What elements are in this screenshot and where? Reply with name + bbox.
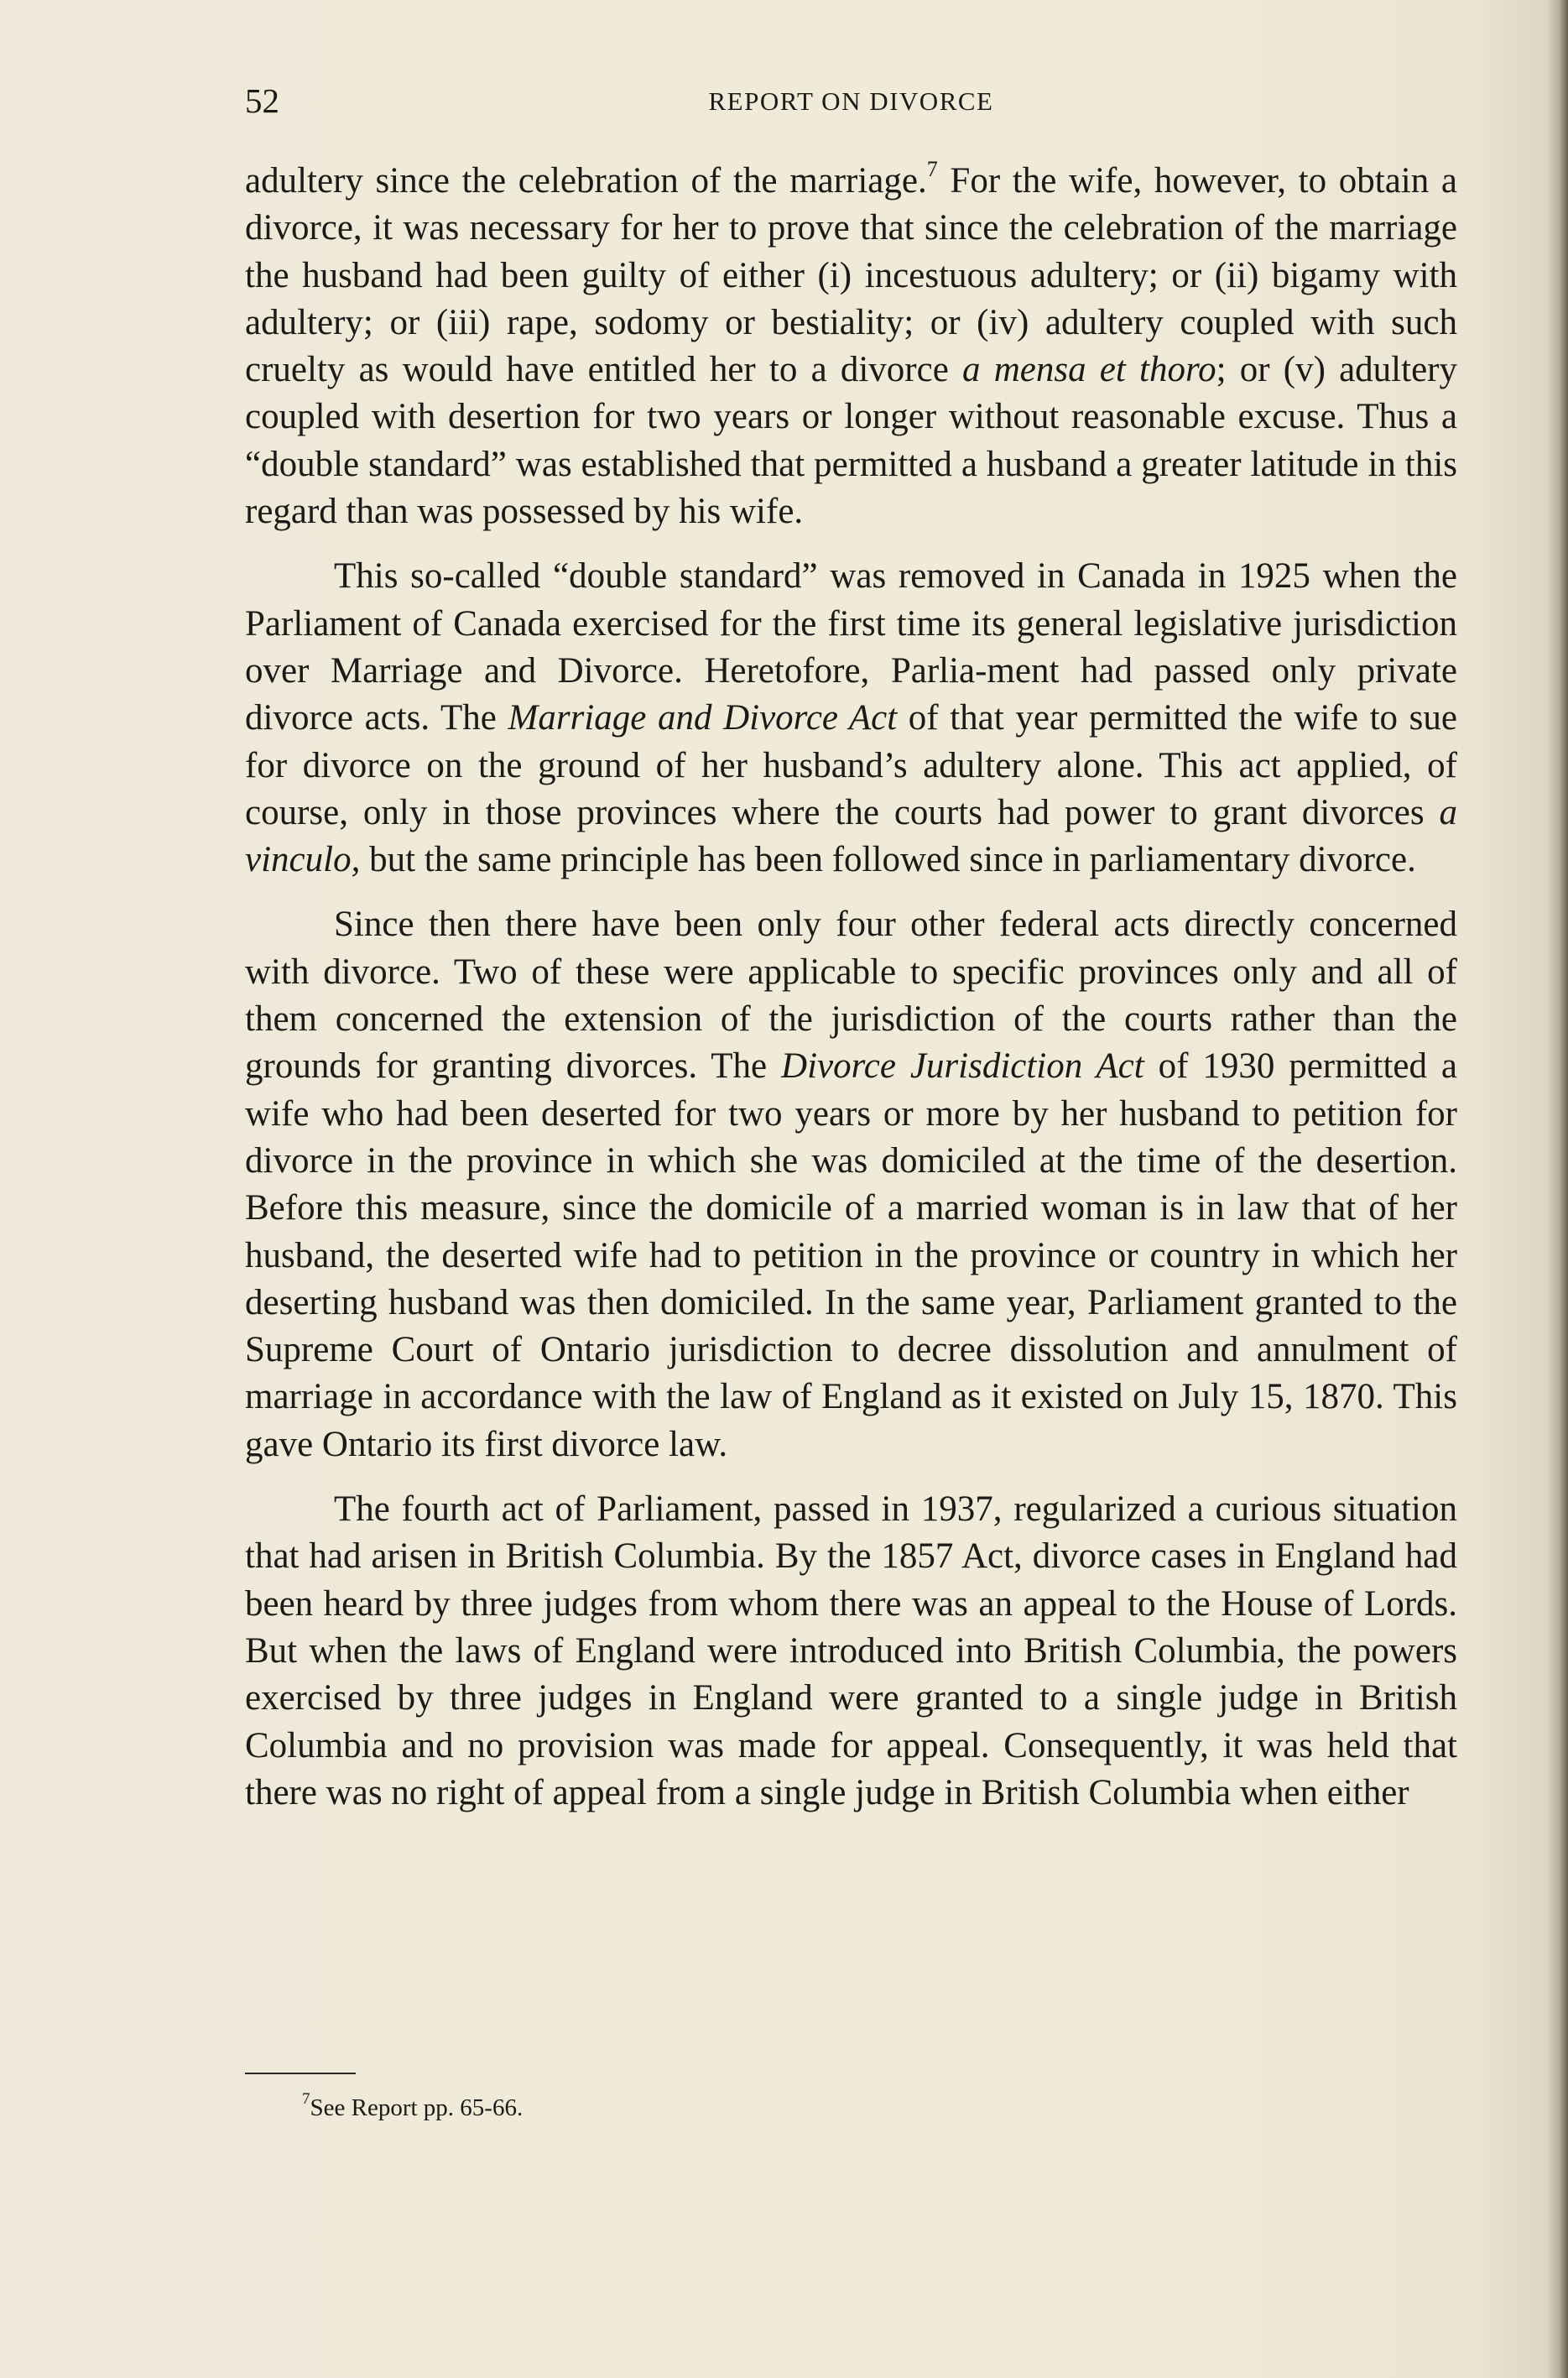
italic-latin-term: a vinculo, [245,792,1457,880]
text-segment: but the same principle has been followed since in parliamentary divorce. [360,840,1416,880]
text-segment: This so-called “double standard” was removed in Canada in 1925 when the Parliament of Canada exercised for the first time its general legislative jurisdiction over Marriage and Divorce. Heretofore, Parlia-ment had passed only private divorce acts. The [245,556,1457,738]
paragraph-3 [245,901,1457,1468]
text-segment: ; or (v) adultery coupled with desertion for two years or longer without reasonable excuse. Thus a “double standard” was established that permitted a husband a greater latitude in this regard than was possessed by his wife. [245,350,1457,532]
italic-latin-term: a mensa et thoro [962,350,1216,390]
page-header [245,77,1457,128]
paragraph-1 [245,158,1457,535]
footnote-text: See Report pp. 65-66. [310,2094,524,2121]
text-segment: adultery since the celebration of the marriage. [245,161,927,201]
italic-act-title: Marriage and Divorce Act [508,698,898,738]
text-segment: Since then there have been only four other federal acts directly concerned with divorce. Two of these were applicable to specific provinces only and all of them concerned the extension of the jurisdiction of the courts rather than the grounds for granting divorces. The [245,905,1457,1087]
text-segment: of 1930 permitted a wife who had been deserted for two years or more by her husband to petition for divorce in the province in which she was domiciled at the time of the desertion. Before this measure, since the domicile of a married woman is in law that of her husband, the deserted wife had to petition in the province or country in which her deserting husband was then domiciled. In the same year, Parliament granted to the Supreme Court of Ontario jurisdiction to decree dissolution and annulment of marriage in accordance with the law of England as it existed on July 15, 1870. This gave Ontario its first divorce law. [245,1046,1457,1464]
paragraph-2 [245,553,1457,884]
footnote [302,2091,523,2125]
italic-act-title: Divorce Jurisdiction Act [781,1046,1144,1087]
footnote-divider [245,2073,356,2074]
text-segment: of that year permitted the wife to sue for divorce on the ground of her husband’s adultery alone. This act applied, of course, only in those provinces where the courts had power to grant divorces [245,698,1457,832]
text-segment: The fourth act of Parliament, passed in 1937, regularized a curious situation that had arisen in British Columbia. By the 1857 Act, divorce cases in England had been heard by three judges from whom there was an appeal to the House of Lords. But when the laws of England were introduced into British Columbia, the powers exercised by three judges in England were granted to a single judge in British Columbia and no provision was made for appeal. Consequently, it was held that there was no right of appeal from a single judge in British Columbia when either [245,1489,1457,1812]
running-head: REPORT ON DIVORCE [708,86,994,116]
footnote-reference: 7 [926,156,938,181]
footnote-marker: 7 [302,2090,310,2109]
body-text [245,158,1457,1817]
text-segment: For the wife, however, to obtain a divorce, it was necessary for her to prove that since the celebration of the marriage the husband had been guilty of either (i) incestuous adultery; or (ii) bigamy with adultery; or (iii) rape, sodomy or bestiality; or (iv) adultery coupled with such cruelty as would have entitled her to a divorce [245,161,1457,390]
paragraph-4 [245,1486,1457,1817]
page-number: 52 [245,81,279,120]
page-edge-shadow [1546,0,1568,2378]
